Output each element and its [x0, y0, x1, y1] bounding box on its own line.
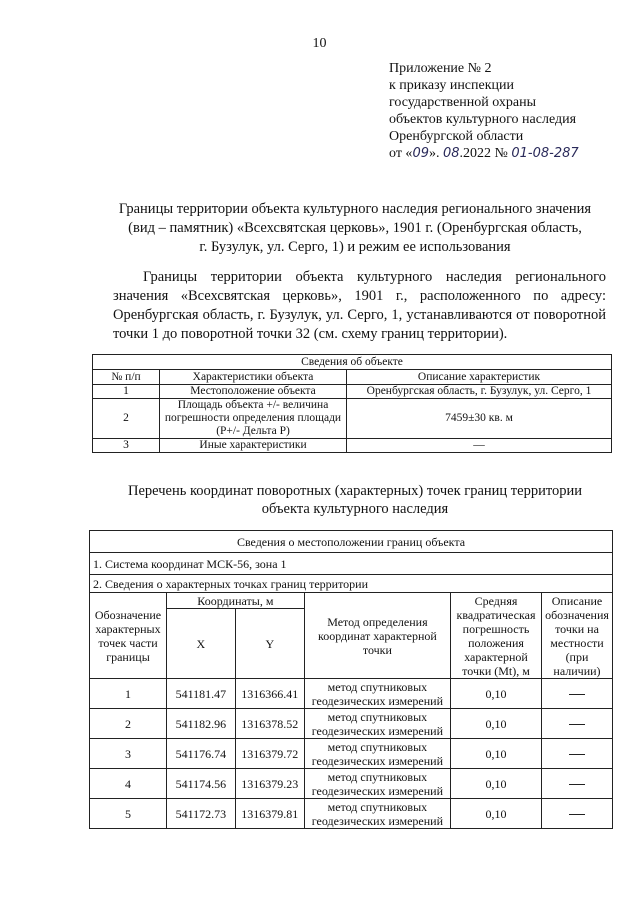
title-line-3: г. Бузулук, ул. Серго, 1) и режим ее использования [199, 239, 511, 255]
point-x: 541176.74 [166, 739, 235, 769]
point-accuracy: 0,10 [451, 769, 542, 799]
header-num: № п/п [93, 370, 160, 385]
point-id: 1 [90, 679, 167, 709]
date-mid: ». [428, 146, 443, 161]
header-description: Описание характеристик [347, 370, 612, 385]
row-name: Местоположение объекта [160, 385, 347, 399]
point-x: 541181.47 [166, 679, 235, 709]
points-header: 2. Сведения о характерных точках границ территории [90, 575, 613, 593]
table-row [90, 709, 613, 739]
point-marking [541, 709, 612, 739]
date-day: 09 [412, 146, 429, 161]
row-name: Площадь объекта +/- величина погрешности определения площади (P+/- Дельта P) [160, 399, 347, 439]
col-point-id: Обозначение характерных точек части границы [90, 593, 167, 679]
point-x: 541174.56 [166, 769, 235, 799]
title-line-1: Границы территории объекта культурного наследия регионального значения [118, 201, 592, 217]
point-accuracy: 0,10 [451, 739, 542, 769]
row-value: — [347, 439, 612, 453]
col-method: Метод определения координат характерной точки [304, 593, 450, 679]
point-method: метод спутниковых геодезических измерений [304, 739, 450, 769]
date-prefix: от « [389, 146, 413, 161]
date-year: .2022 № [459, 146, 508, 161]
table-row [90, 769, 613, 799]
row-num: 2 [93, 399, 160, 439]
coords-table-caption: Сведения о местоположении границ объекта [90, 531, 613, 553]
table-row [90, 799, 613, 829]
appendix-line-5: Оренбургской области [389, 129, 524, 144]
date-month: 08 [442, 146, 460, 161]
point-y: 1316366.41 [235, 679, 304, 709]
col-coordinates: Координаты, м [166, 593, 304, 609]
intro-paragraph: Границы территории объекта культурного наследия регионального значения «Всехсвятская церковь», 1901 г., расположенного по адресу: Оренбургская область, г. Бузулук, ул. Серго, 1, устанавливаются от поворотной точки 1 до поворотной точки 32 (см. схему границ территории). [113, 269, 606, 342]
coordinates-table [89, 530, 613, 829]
col-marking: Описание обозначения точки на местности (при наличии) [541, 593, 612, 679]
point-y: 1316379.23 [235, 769, 304, 799]
row-name: Иные характеристики [160, 439, 347, 453]
table-row [90, 739, 613, 769]
coordinates-subtitle [95, 482, 615, 518]
point-y: 1316379.81 [235, 799, 304, 829]
appendix-line-3: государственной охраны [389, 95, 537, 110]
appendix-header [389, 60, 579, 162]
point-method: метод спутниковых геодезических измерений [304, 799, 450, 829]
point-x: 541182.96 [166, 709, 235, 739]
header-characteristic: Характеристики объекта [160, 370, 347, 385]
dash-mark [569, 814, 585, 815]
appendix-line-4: объектов культурного наследия [389, 112, 577, 127]
appendix-line-1: Приложение № 2 [389, 61, 492, 76]
object-info-table [92, 354, 612, 453]
table-row [90, 679, 613, 709]
point-accuracy: 0,10 [451, 799, 542, 829]
document-number: 01-08-287 [511, 146, 579, 161]
coordinate-system: 1. Система координат МСК-56, зона 1 [90, 553, 613, 575]
point-id: 5 [90, 799, 167, 829]
dash-mark [569, 784, 585, 785]
point-method: метод спутниковых геодезических измерений [304, 709, 450, 739]
appendix-line-2: к приказу инспекции [389, 78, 515, 93]
table-row [93, 399, 612, 439]
dash-mark [569, 724, 585, 725]
point-y: 1316378.52 [235, 709, 304, 739]
point-id: 3 [90, 739, 167, 769]
row-value: 7459±30 кв. м [347, 399, 612, 439]
document-title [100, 200, 610, 257]
table-row [93, 385, 612, 399]
point-marking [541, 799, 612, 829]
point-id: 4 [90, 769, 167, 799]
subtitle-line-2: объекта культурного наследия [261, 501, 449, 517]
row-num: 1 [93, 385, 160, 399]
row-value: Оренбургская область, г. Бузулук, ул. Серго, 1 [347, 385, 612, 399]
table-row [93, 439, 612, 453]
col-accuracy: Средняя квадратическая погрешность положения характерной точки (Mt), м [451, 593, 542, 679]
title-line-2: (вид – памятник) «Всехсвятская церковь», 1901 г. (Оренбургская область, [128, 220, 582, 236]
point-accuracy: 0,10 [451, 679, 542, 709]
point-id: 2 [90, 709, 167, 739]
dash-mark [569, 754, 585, 755]
point-accuracy: 0,10 [451, 709, 542, 739]
col-x: X [166, 609, 235, 679]
point-method: метод спутниковых геодезических измерений [304, 769, 450, 799]
point-y: 1316379.72 [235, 739, 304, 769]
point-x: 541172.73 [166, 799, 235, 829]
point-marking [541, 769, 612, 799]
point-method: метод спутниковых геодезических измерений [304, 679, 450, 709]
row-num: 3 [93, 439, 160, 453]
page-number: 10 [312, 36, 327, 51]
point-marking [541, 679, 612, 709]
appendix-date-line [389, 145, 579, 162]
object-table-caption: Сведения об объекте [93, 355, 612, 370]
point-marking [541, 739, 612, 769]
dash-mark [569, 694, 585, 695]
subtitle-line-1: Перечень координат поворотных (характерных) точек границ территории [127, 483, 583, 499]
col-y: Y [235, 609, 304, 679]
